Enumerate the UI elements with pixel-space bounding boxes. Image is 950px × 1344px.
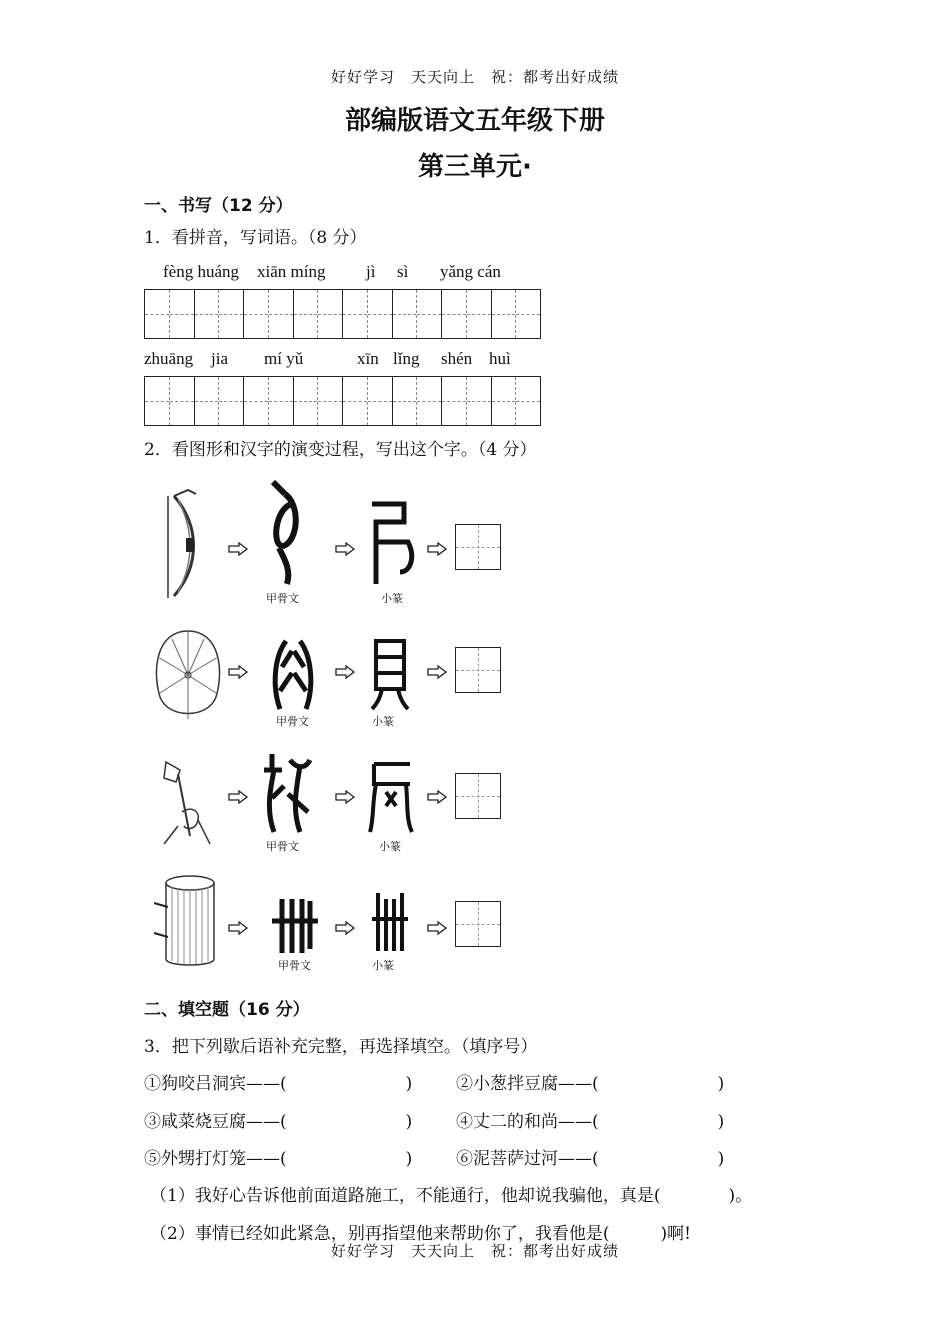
question-2: 2．看图形和汉字的演变过程，写出这个字。（4 分） (144, 440, 537, 460)
saying-2[interactable]: ②小葱拌豆腐——( ) (456, 1074, 725, 1094)
question-3: 3．把下列歇后语补充完整，再选择填空。（填序号） (144, 1037, 538, 1057)
seal-script-caption: 小篆 (381, 592, 403, 605)
oracle-bone-glyph (265, 474, 305, 586)
oracle-bone-glyph (268, 637, 318, 713)
arrow-icon (427, 790, 447, 804)
arrow-icon (228, 921, 248, 935)
arrow-icon (427, 921, 447, 935)
writing-grid-row-2[interactable] (144, 376, 541, 426)
oracle-bone-caption: 甲骨文 (266, 840, 299, 853)
saying-6[interactable]: ⑥泥菩萨过河——( ) (456, 1149, 725, 1169)
pinyin-12: huì (489, 349, 511, 368)
pinyin-3: jì (366, 262, 376, 281)
pinyin-11: shén (441, 349, 473, 368)
oracle-bone-glyph (260, 750, 312, 834)
section-writing-heading: 一、书写（12 分） (144, 196, 293, 216)
saying-1[interactable]: ①狗咬吕洞宾——( ) (144, 1074, 413, 1094)
arrow-icon (335, 542, 355, 556)
seal-script-caption: 小篆 (379, 840, 401, 853)
arrow-icon (335, 921, 355, 935)
arrow-icon (427, 665, 447, 679)
saying-5[interactable]: ⑤外甥打灯笼——( ) (144, 1149, 413, 1169)
fill-sentence-1[interactable]: （1）我好心告诉他前面道路施工，不能通行，他却说我骗他，真是( )。 (150, 1186, 753, 1206)
answer-box[interactable] (455, 773, 501, 819)
saying-3[interactable]: ③咸菜烧豆腐——( ) (144, 1112, 413, 1132)
unit-title: 第三单元· (418, 152, 532, 182)
saying-4[interactable]: ④丈二的和尚——( ) (456, 1112, 725, 1132)
arrow-icon (228, 542, 248, 556)
pinyin-8: mí yǔ (264, 349, 304, 368)
seal-script-caption: 小篆 (372, 959, 394, 972)
oracle-bone-glyph (270, 897, 320, 955)
fill-sentence-2[interactable]: （2）事情已经如此紧急，别再指望他来帮助你了，我看他是( )啊! (150, 1224, 691, 1244)
oracle-bone-caption: 甲骨文 (278, 959, 311, 972)
evolution-row-bow (150, 474, 510, 604)
page-footer: 好好学习 天天向上 祝：都考出好成绩 (330, 1242, 619, 1260)
arrow-icon (228, 665, 248, 679)
writing-grid-row-1[interactable] (144, 289, 541, 339)
arrow-icon (427, 542, 447, 556)
shell-picture (150, 627, 226, 723)
pinyin-2: xiān míng (257, 262, 326, 281)
evolution-row-bamboo-slips (150, 873, 510, 1003)
pinyin-5: yǎng cán (440, 262, 501, 281)
seal-script-glyph (366, 498, 418, 588)
pinyin-4: sì (397, 262, 409, 281)
pinyin-6: zhuāng (144, 349, 194, 368)
bow-picture (160, 486, 204, 604)
pinyin-7: jia (211, 349, 228, 368)
evolution-row-axe (150, 748, 510, 878)
evolution-row-shell (150, 625, 510, 755)
arrow-icon (228, 790, 248, 804)
question-1: 1．看拼音，写词语。（8 分） (144, 228, 367, 248)
hand-axe-picture (156, 756, 216, 852)
page-header: 好好学习 天天向上 祝：都考出好成绩 (330, 68, 619, 86)
pinyin-1: fèng huáng (163, 262, 240, 281)
seal-script-glyph (366, 758, 416, 834)
arrow-icon (335, 665, 355, 679)
arrow-icon (335, 790, 355, 804)
oracle-bone-caption: 甲骨文 (276, 715, 309, 728)
seal-script-glyph (370, 891, 410, 955)
bamboo-slips-picture (150, 873, 220, 969)
page-title: 部编版语文五年级下册 (344, 106, 605, 136)
pinyin-9: xīn (357, 349, 379, 368)
seal-script-glyph (370, 637, 410, 713)
answer-box[interactable] (455, 524, 501, 570)
answer-box[interactable] (455, 901, 501, 947)
section-fill-blank-heading: 二、填空题（16 分） (144, 1000, 310, 1020)
oracle-bone-caption: 甲骨文 (266, 592, 299, 605)
seal-script-caption: 小篆 (372, 715, 394, 728)
pinyin-10: lǐng (393, 349, 420, 368)
answer-box[interactable] (455, 647, 501, 693)
